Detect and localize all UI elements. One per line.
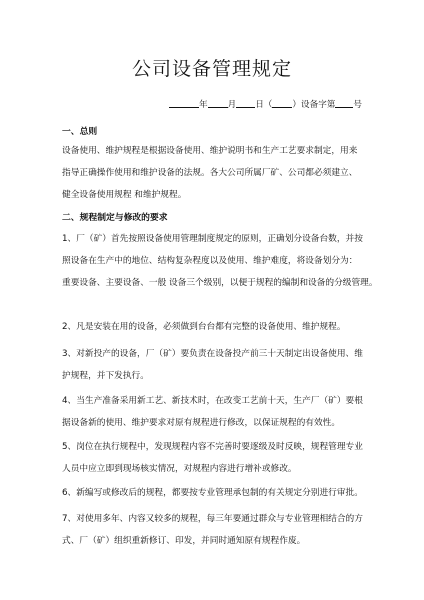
paragraph (62, 343, 374, 387)
text-line: 指导正确操作使用和维护设备的法规。各大公司所属厂矿、公司都必须建立、 (62, 168, 358, 178)
blank-number (335, 98, 353, 108)
blank-department (272, 98, 292, 108)
blank-year (169, 98, 199, 108)
text-line: 1、厂（矿）首先按照设备使用管理制度规定的原则，正确划分设备台数，并按 (62, 234, 363, 244)
paragraph (62, 140, 374, 206)
text-line: 重要设备、主要设备、一般 设备三个级别，以便于规程的编制和设备的分级管理。 (62, 278, 378, 288)
text-line: 据设备新的使用、维护要求对原有规程进行修改，以保证规程的有效性。 (62, 418, 340, 428)
section-heading: 二、规程制定与修改的要求 (62, 213, 168, 223)
paragraph (62, 482, 374, 504)
paragraph (62, 508, 374, 552)
section-heading: 一、总则 (62, 127, 98, 137)
text-line: 式、厂（矿）组织重新修订、印发，并同时通知原有规程作废。 (62, 536, 306, 546)
text-line: 6、新编写或修改后的规程，都要按专业管理承包制的有关规定分别进行审批。 (62, 488, 363, 498)
text-line: 3、对新投产的设备，厂（矿）要负责在设备投产前三十天制定出设备使用、维 (62, 349, 363, 359)
text-line: 照设备在生产中的地位、结构复杂程度以及使用、维护难度，将设备划分为： (62, 256, 358, 266)
text-line: 2、凡是安装在用的设备，必须做到台台都有完整的设备使用、维护规程。 (62, 322, 346, 332)
blank-day (236, 98, 255, 108)
page-title: 公司设备管理规定 (131, 58, 292, 80)
text-line: 4、当生产准备采用新工艺、新技术时，在改变工艺前十天，生产厂（矿）要根 (62, 396, 363, 406)
paragraph (62, 228, 378, 294)
text-line: 护规程，并下发执行。 (62, 371, 149, 381)
paragraph (62, 316, 374, 338)
paragraph (62, 436, 374, 480)
text-line: 5、岗位在执行规程中，发现规程内容不完善时要逐级及时反映，规程管理专业 (62, 442, 363, 452)
paragraph (62, 390, 374, 434)
text-line: 健全设备使用规程 和维护规程。 (62, 190, 187, 200)
blank-month (208, 98, 228, 108)
text-line: 人员中应立即到现场核实情况，对规程内容进行增补或修改。 (62, 464, 297, 474)
text-line: 设备使用、维护规程是根据设备使用、维护说明书和生产工艺要求制定，用来 (62, 146, 358, 156)
text-line: 7、对使用多年、内容又较多的规程，每三年要通过群众与专业管理相结合的方 (62, 514, 363, 524)
document-number-line: 年 月 日（ ）设备字第 号 (169, 98, 362, 110)
